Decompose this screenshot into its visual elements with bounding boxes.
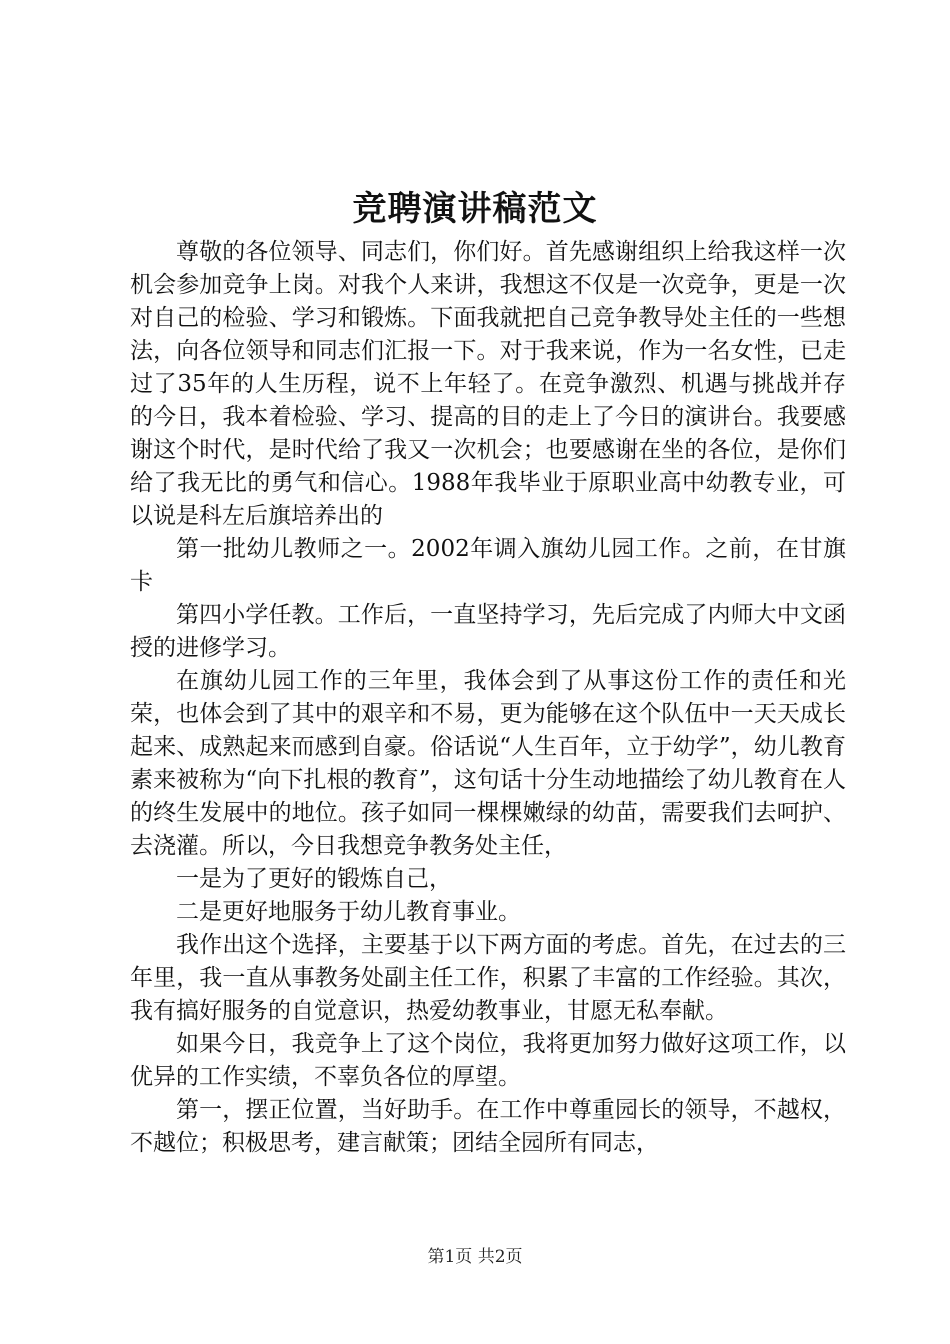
paragraph: 如果今日，我竞争上了这个岗位，我将更加努力做好这项工作，以优异的工作实绩，不辜负各位的厚望。	[130, 1031, 846, 1090]
document-title: 竞聘演讲稿范文	[352, 189, 598, 229]
paragraph: 尊敬的各位领导、同志们，你们好。首先感谢组织上给我这样一次机会参加竞争上岗。对我个人来讲，我想这不仅是一次竞争，更是一次对自己的检验、学习和锻炼。下面我就把自己竞争教导处主任的一些想法，向各位领导和同志们汇报一下。对于我来说，作为一名女性，已走过了35年的人生历程，说不上年轻了。在竞争激烈、机遇与挑战并存的今日，我本着检验、学习、提高的目的走上了今日的演讲台。我要感谢这个时代，是时代给了我又一次机会；也要感谢在坐的各位，是你们给了我无比的勇气和信心。1988年我毕业于原职业高中幼教专业，可以说是科左后旗培养出的	[130, 239, 846, 529]
paragraph: 在旗幼儿园工作的三年里，我体会到了从事这份工作的责任和光荣，也体会到了其中的艰辛和不易，更为能够在这个队伍中一天天成长起来、成熟起来而感到自豪。俗话说“人生百年，立于幼学”，幼儿教育素来被称为“向下扎根的教育”，这句话十分生动地描绘了幼儿教育在人的终生发展中的地位。孩子如同一棵棵嫩绿的幼苗，需要我们去呵护、去浇灌。所以，今日我想竞争教务处主任，	[130, 668, 846, 859]
paragraph: 一是为了更好的锻炼自己，	[176, 866, 452, 892]
paragraph: 第四小学任教。工作后，一直坚持学习，先后完成了内师大中文函授的进修学习。	[130, 602, 846, 661]
paragraph: 第一批幼儿教师之一。2002年调入旗幼儿园工作。之前，在甘旗卡	[130, 536, 846, 595]
paragraph: 第一，摆正位置，当好助手。在工作中尊重园长的领导，不越权，不越位；积极思考，建言献策；团结全园所有同志，	[130, 1097, 846, 1156]
paragraph: 我作出这个选择，主要基于以下两方面的考虑。首先，在过去的三年里，我一直从事教务处副主任工作，积累了丰富的工作经验。其次，我有搞好服务的自觉意识，热爱幼教事业，甘愿无私奉献。	[130, 932, 846, 1024]
document-body	[130, 236, 846, 1160]
page-footer: 第1页 共2页	[427, 1247, 523, 1267]
paragraph: 二是更好地服务于幼儿教育事业。	[176, 899, 521, 925]
